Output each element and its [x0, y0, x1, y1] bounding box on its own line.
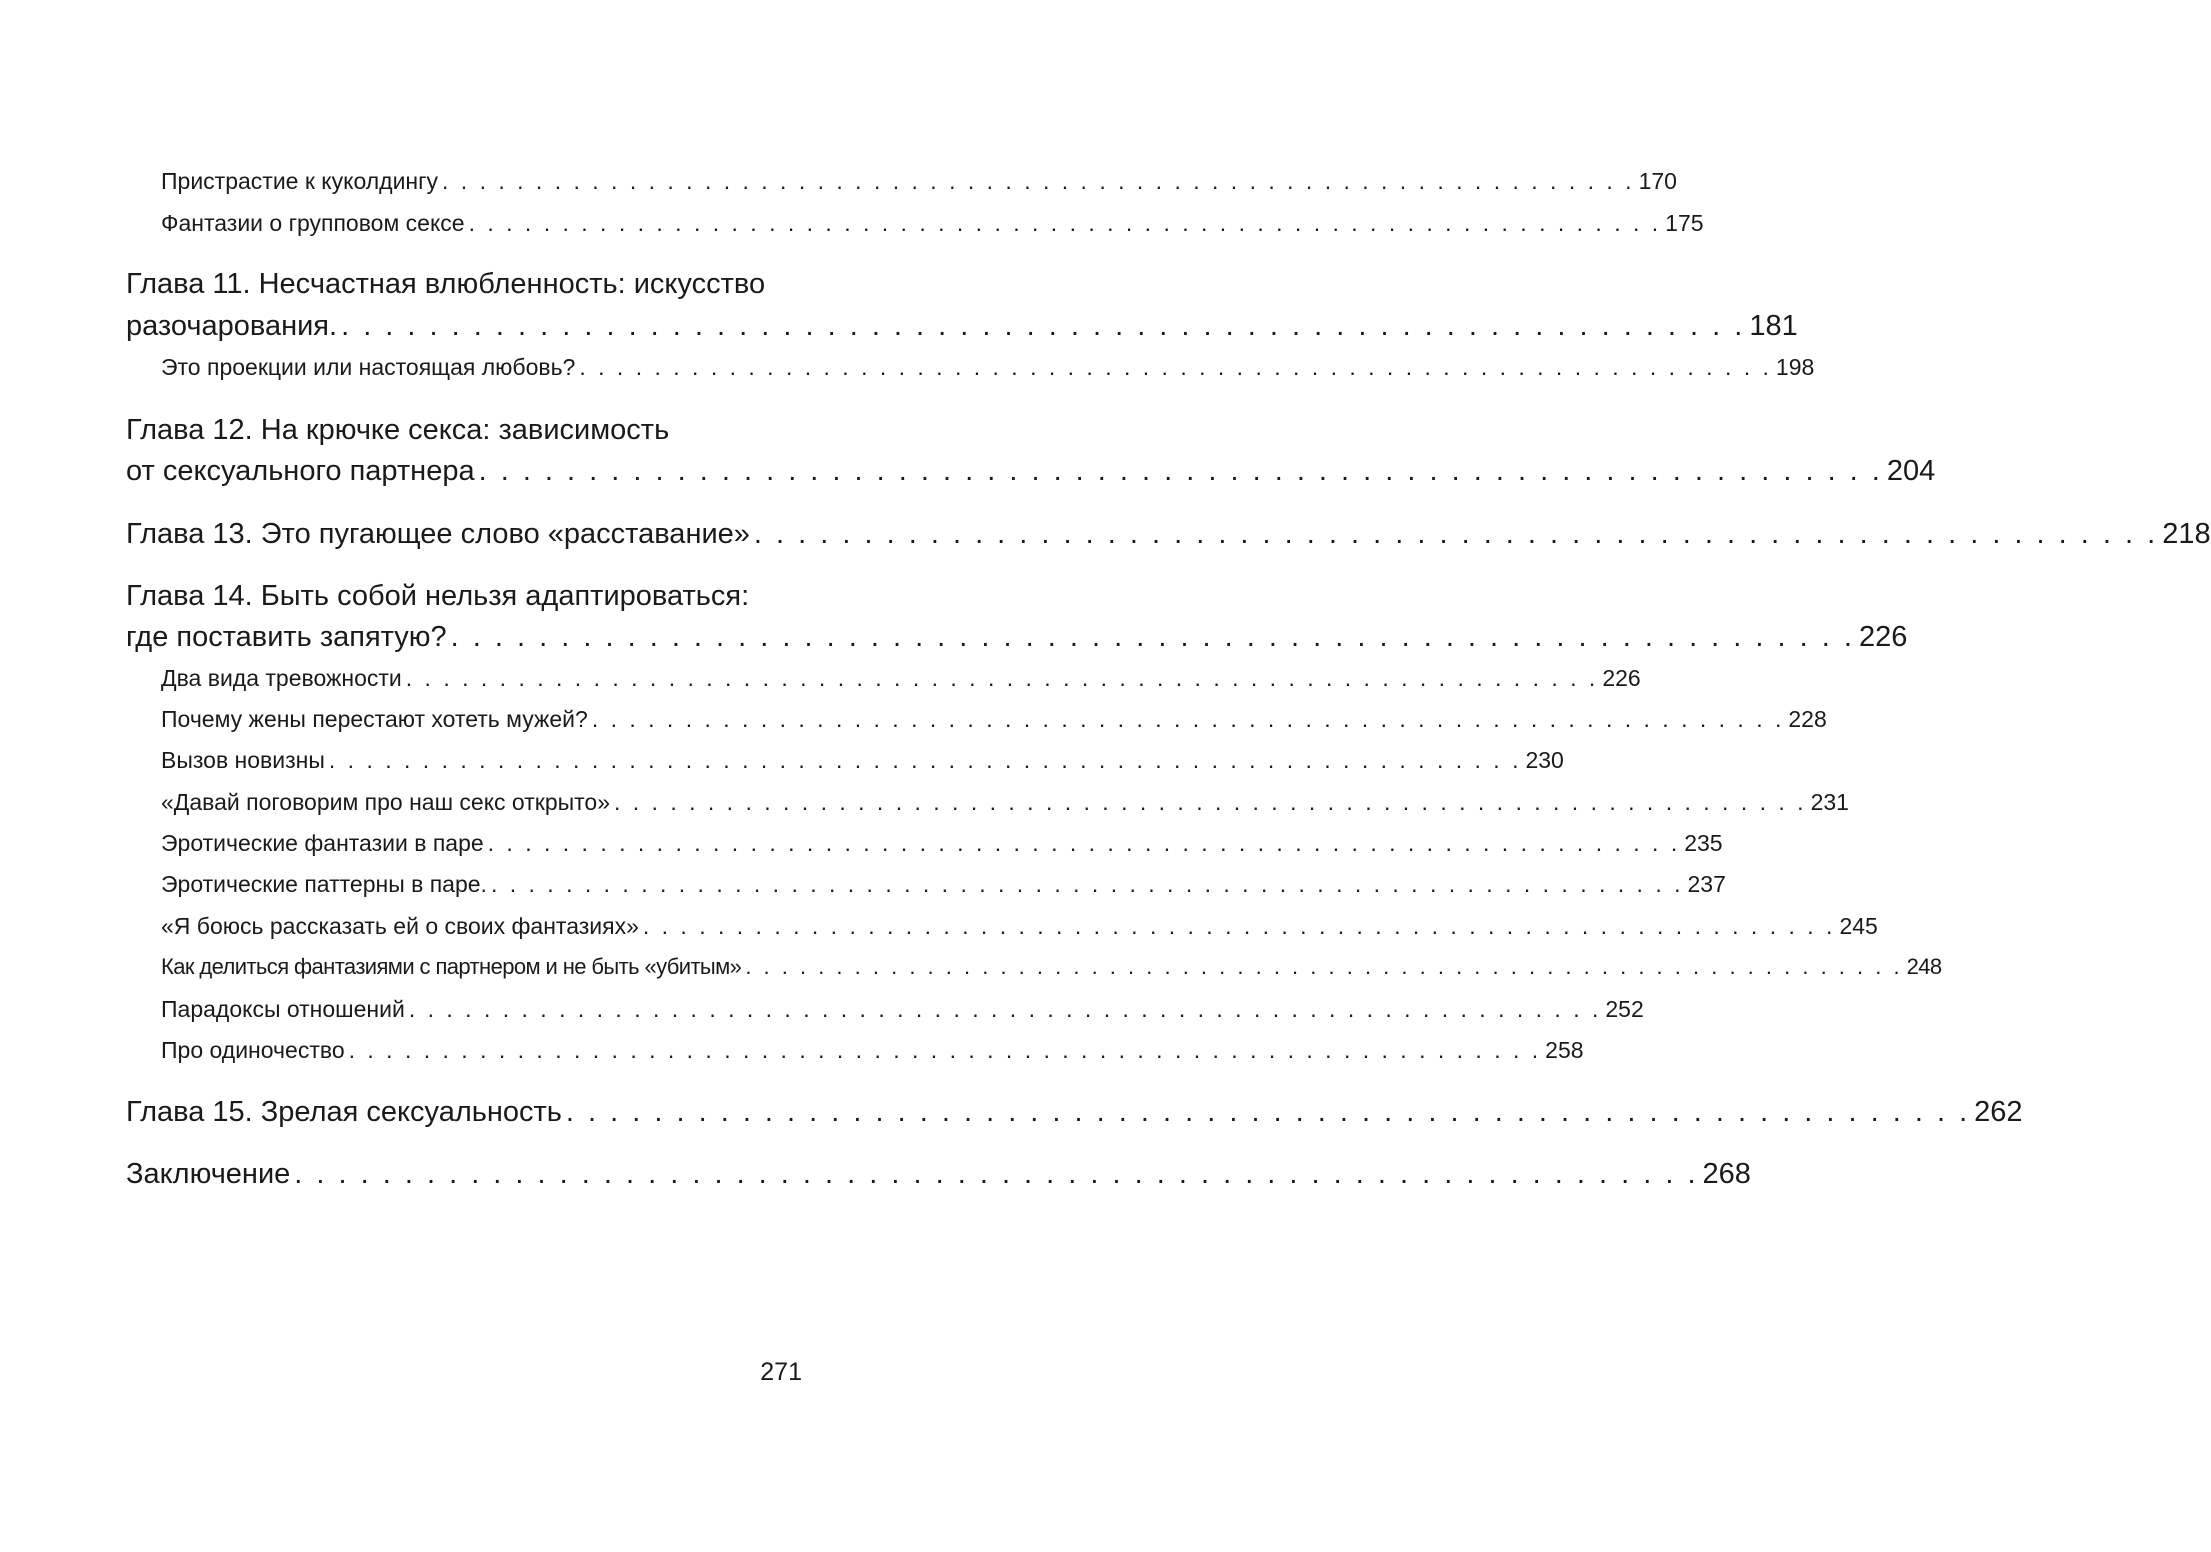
entry-page: 204: [1886, 455, 1936, 487]
entry-page: 268: [1702, 1158, 1751, 1190]
chapter-12-entry[interactable]: [126, 455, 1936, 493]
entry-page: 218: [2162, 518, 2211, 550]
toc-entry[interactable]: [161, 354, 1815, 384]
dot-leader: [610, 789, 1811, 816]
entry-title: Вызов новизны: [161, 747, 325, 773]
entry-title: Глава 13. Это пугающее слово «расставание»: [126, 518, 750, 550]
toc-entry[interactable]: [161, 913, 1878, 943]
dot-leader: [337, 310, 1749, 343]
dot-leader: [487, 871, 1688, 898]
entry-title: Фантазии о групповом сексе: [161, 210, 465, 236]
dot-leader: [405, 996, 1606, 1023]
dot-leader: [484, 830, 1685, 857]
entry-title: разочарования.: [126, 310, 338, 342]
dot-leader: [639, 913, 1840, 940]
chapter-15-entry[interactable]: [126, 1096, 2023, 1134]
dot-leader: [345, 1037, 1546, 1064]
chapter-14-title-line1[interactable]: Глава 14. Быть собой нельзя адаптироваться:: [126, 580, 750, 612]
toc-entry[interactable]: [161, 665, 1641, 695]
chapter-12-title-line1[interactable]: Глава 12. На крючке секса: зависимость: [126, 414, 670, 446]
entry-page: 252: [1605, 996, 1644, 1022]
dot-leader: [447, 621, 1859, 654]
entry-title: где поставить запятую?: [126, 621, 447, 653]
entry-title: Про одиночество: [161, 1037, 345, 1063]
dot-leader: [475, 455, 1887, 488]
entry-page: 237: [1687, 871, 1726, 897]
entry-page: 262: [1974, 1096, 2023, 1128]
page-number: 271: [760, 1358, 802, 1386]
entry-page: 226: [1602, 665, 1641, 691]
entry-page: 226: [1858, 621, 1908, 653]
entry-title: Эротические паттерны в паре.: [161, 871, 487, 897]
toc-entry[interactable]: [161, 830, 1723, 860]
toc-entry[interactable]: [161, 954, 1942, 984]
entry-title: Глава 15. Зрелая сексуальность: [126, 1096, 562, 1128]
entry-title: Заключение: [126, 1158, 291, 1190]
conclusion-entry[interactable]: [126, 1158, 1751, 1196]
entry-page: 170: [1638, 168, 1677, 194]
entry-page: 228: [1788, 706, 1827, 732]
toc-entry[interactable]: [161, 871, 1726, 901]
dot-leader: [741, 954, 1906, 980]
entry-title: Пристрастие к куколдингу: [161, 168, 439, 194]
toc-entry[interactable]: [161, 996, 1644, 1026]
entry-page: 230: [1525, 747, 1564, 773]
entry-page: 235: [1684, 830, 1723, 856]
dot-leader: [750, 518, 2162, 551]
chapter-11-entry[interactable]: [126, 310, 1798, 348]
dot-leader: [562, 1096, 1974, 1129]
entry-title: Почему жены перестают хотеть мужей?: [161, 706, 588, 732]
entry-page: 245: [1839, 913, 1878, 939]
dot-leader: [325, 747, 1526, 774]
entry-page: 175: [1665, 210, 1704, 236]
entry-page: 181: [1749, 310, 1798, 342]
dot-leader: [465, 210, 1666, 237]
entry-title: от сексуального партнера: [126, 455, 475, 487]
entry-title: «Давай поговорим про наш секс открыто»: [161, 789, 610, 815]
toc-entry[interactable]: [161, 706, 1827, 736]
toc-entry[interactable]: [161, 1037, 1584, 1067]
dot-leader: [290, 1158, 1702, 1191]
dot-leader: [438, 168, 1639, 195]
entry-title: Два вида тревожности: [161, 665, 402, 691]
entry-title: Парадоксы отношений: [161, 996, 405, 1022]
entry-title: Эротические фантазии в паре: [161, 830, 484, 856]
entry-page: 198: [1775, 354, 1815, 380]
toc-entry[interactable]: [161, 168, 1677, 198]
entry-page: 258: [1545, 1037, 1584, 1063]
chapter-14-entry[interactable]: [126, 621, 1908, 659]
entry-title: Как делиться фантазиями с партнером и не быть «убитым»: [161, 954, 742, 979]
entry-page: 248: [1906, 954, 1942, 979]
toc-entry[interactable]: [161, 747, 1564, 777]
chapter-13-entry[interactable]: [126, 518, 2211, 556]
chapter-11-title-line1[interactable]: Глава 11. Несчастная влюбленность: искусство: [126, 268, 766, 300]
toc-entry[interactable]: [161, 210, 1704, 240]
entry-title: Это проекции или настоящая любовь?: [161, 354, 576, 380]
toc-entry[interactable]: [161, 789, 1849, 819]
entry-page: 231: [1810, 789, 1849, 815]
dot-leader: [575, 354, 1776, 381]
entry-title: «Я боюсь рассказать ей о своих фантазиях»: [161, 913, 639, 939]
dot-leader: [588, 706, 1789, 733]
dot-leader: [402, 665, 1603, 692]
